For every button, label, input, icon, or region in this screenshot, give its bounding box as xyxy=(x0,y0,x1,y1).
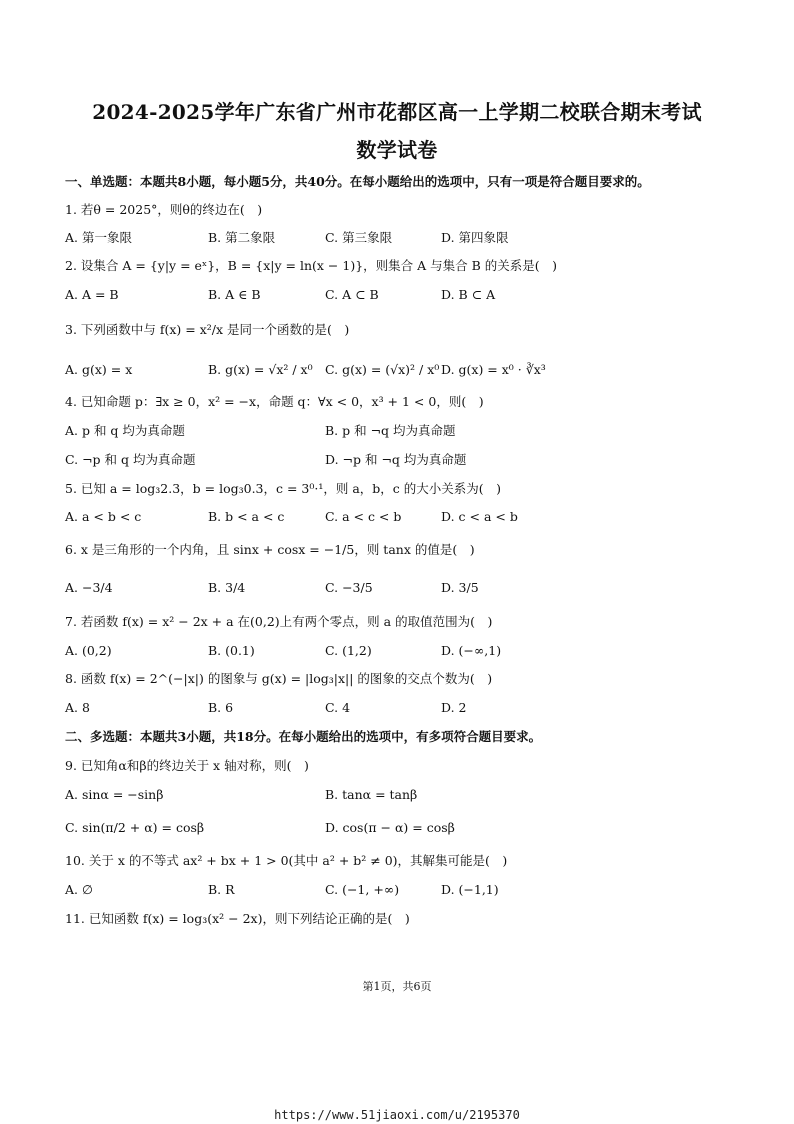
question-stem: 8. 函数 f(x) = 2^(−|x|) 的图象与 g(x) = |log₃|x|| 的图象的交点个数为( ) xyxy=(65,671,493,686)
option-a: A. p 和 q 均为真命题 xyxy=(65,423,185,438)
question-stem: 7. 若函数 f(x) = x² − 2x + a 在(0,2)上有两个零点，则 a 的取值范围为( ) xyxy=(65,614,493,629)
option-b: B. 6 xyxy=(208,700,234,715)
option-c: C. −3/5 xyxy=(325,580,373,595)
question-stem: 1. 若θ = 2025°，则θ的终边在( ) xyxy=(65,202,263,217)
option-d: D. ¬p 和 ¬q 均为真命题 xyxy=(325,452,467,467)
option-c: C. ¬p 和 q 均为真命题 xyxy=(65,452,196,467)
option-b: B. 第二象限 xyxy=(208,230,276,245)
option-d: D. 第四象限 xyxy=(441,230,509,245)
option-b: B. tanα = tanβ xyxy=(325,787,418,802)
question-stem: 11. 已知函数 f(x) = log₃(x² − 2x)，则下列结论正确的是( ) xyxy=(65,911,410,926)
option-b: B. p 和 ¬q 均为真命题 xyxy=(325,423,456,438)
option-a: A. A = B xyxy=(65,287,119,302)
option-a: A. 第一象限 xyxy=(65,230,132,245)
option-d: D. (−1,1) xyxy=(441,882,499,897)
option-d: D. c < a < b xyxy=(441,509,518,524)
exam-title: 2024-2025学年广东省广州市花都区高一上学期二校联合期末考试 xyxy=(92,100,702,124)
option-a: A. g(x) = x xyxy=(65,362,133,377)
question-stem: 4. 已知命题 p：∃x ≥ 0，x² = −x，命题 q：∀x < 0，x³ + 1 < 0，则( ) xyxy=(65,394,484,409)
exam-subtitle: 数学试卷 xyxy=(356,138,438,162)
option-b: B. A ∈ B xyxy=(208,287,261,302)
option-a: A. (0,2) xyxy=(65,643,112,658)
option-b: B. 3/4 xyxy=(208,580,246,595)
option-b: B. g(x) = √x² / x⁰ xyxy=(208,362,313,377)
option-d: D. 2 xyxy=(441,700,467,715)
section-heading-multiple-choice: 二、多选题：本题共3小题，共18分。在每小题给出的选项中，有多项符合题目要求。 xyxy=(65,729,542,744)
option-c: C. A ⊂ B xyxy=(325,287,379,302)
option-a: A. −3/4 xyxy=(65,580,113,595)
option-c: C. g(x) = (√x)² / x⁰ xyxy=(325,362,440,377)
question-stem: 2. 设集合 A = {y|y = eˣ}，B = {x|y = ln(x − 1)}，则集合 A 与集合 B 的关系是( ) xyxy=(65,258,558,273)
section-heading-single-choice: 一、单选题：本题共8小题，每小题5分，共40分。在每小题给出的选项中，只有一项是符合题目要求的。 xyxy=(65,174,650,189)
option-c: C. (−1, +∞) xyxy=(325,882,400,897)
option-d: D. cos(π − α) = cosβ xyxy=(325,820,455,835)
option-a: A. sinα = −sinβ xyxy=(65,787,164,802)
option-b: B. b < a < c xyxy=(208,509,285,524)
watermark-url[interactable]: https://www.51jiaoxi.com/u/2195370 xyxy=(274,1108,520,1122)
option-c: C. 第三象限 xyxy=(325,230,393,245)
option-c: C. 4 xyxy=(325,700,351,715)
option-d: D. 3/5 xyxy=(441,580,479,595)
question-stem: 9. 已知角α和β的终边关于 x 轴对称，则( ) xyxy=(65,758,309,773)
option-a: A. 8 xyxy=(65,700,90,715)
question-stem: 5. 已知 a = log₃2.3，b = log₃0.3，c = 3⁰·¹，则 a，b，c 的大小关系为( ) xyxy=(65,481,502,496)
option-c: C. (1,2) xyxy=(325,643,372,658)
option-b: B. (0.1) xyxy=(208,643,255,658)
question-stem: 6. x 是三角形的一个内角，且 sinx + cosx = −1/5，则 tanx 的值是( ) xyxy=(65,542,475,557)
option-a: A. a < b < c xyxy=(65,509,142,524)
option-d: D. B ⊂ A xyxy=(441,287,496,302)
question-stem: 10. 关于 x 的不等式 ax² + bx + 1 > 0(其中 a² + b² ≠ 0)，其解集可能是( ) xyxy=(65,853,508,868)
option-c: C. a < c < b xyxy=(325,509,402,524)
option-a: A. ∅ xyxy=(65,882,93,897)
option-d: D. (−∞,1) xyxy=(441,643,502,658)
option-b: B. R xyxy=(208,882,235,897)
question-stem: 3. 下列函数中与 f(x) = x²/x 是同一个函数的是( ) xyxy=(65,322,350,337)
page-footer: 第1页，共6页 xyxy=(362,980,432,993)
option-d: D. g(x) = x⁰ · ∛x³ xyxy=(441,362,546,377)
option-c: C. sin(π/2 + α) = cosβ xyxy=(65,820,205,835)
